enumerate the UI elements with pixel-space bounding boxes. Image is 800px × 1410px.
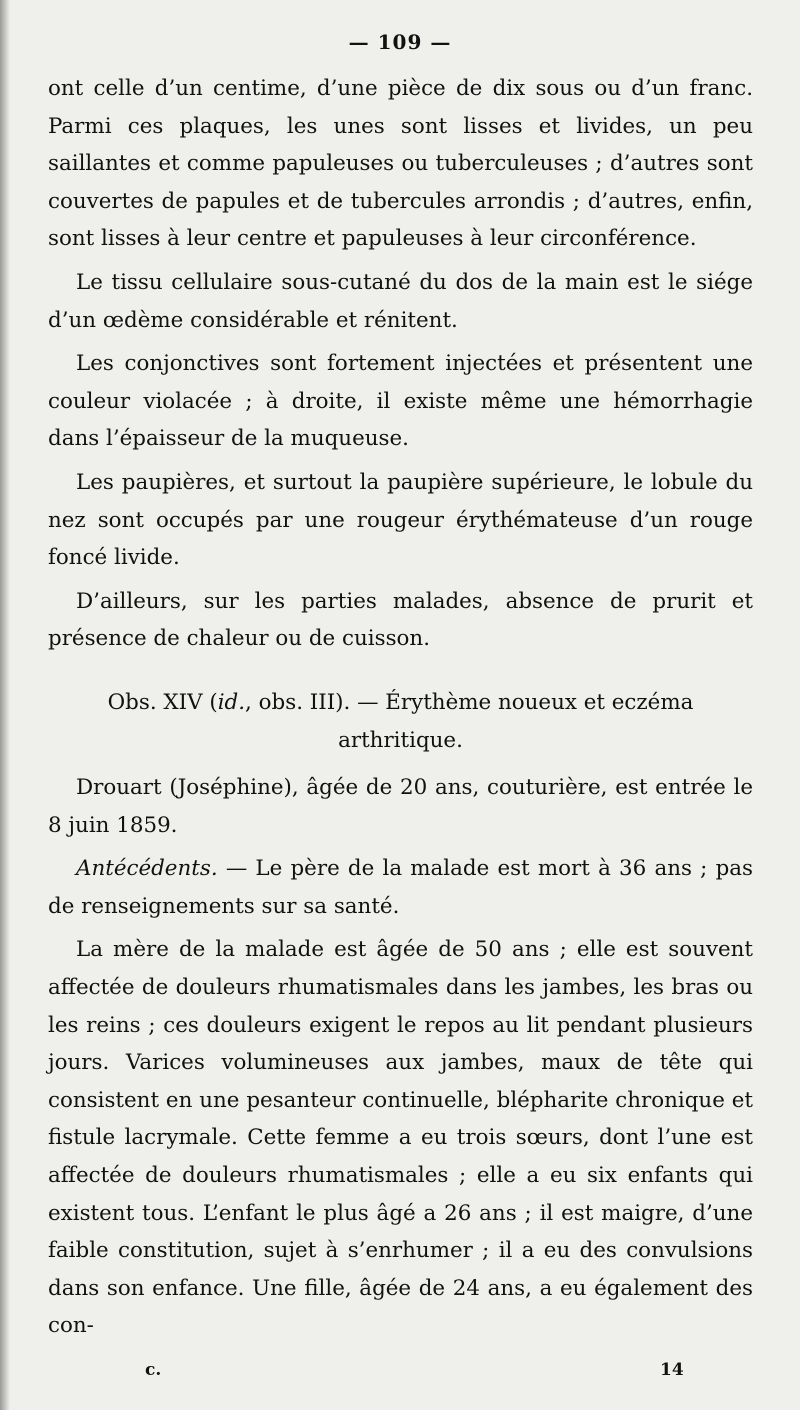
observation-prefix: Obs. XIV ( [107, 689, 218, 715]
signature-mark: c. [145, 1360, 162, 1380]
paragraph-3: Les conjonctives sont fortement injectées et présentent une couleur violacée ; à droite, il existe même une hémorrhagie dans l’épaisseur de la muqueuse. [48, 351, 753, 452]
paragraph-2: Le tissu cellulaire sous-cutané du dos de la main est le siége d’un œdème considérable et rénitent. [48, 269, 753, 333]
paragraph-5: D’ailleurs, sur les parties malades, absence de prurit et présence de chaleur ou de cuisson. [48, 588, 753, 652]
body-text [48, 70, 753, 1345]
antecedents-paragraph [48, 850, 753, 925]
mother-paragraph: La mère de la malade est âgée de 50 ans ; elle est souvent affectée de douleurs rhumatismales dans les jambes, les bras ou les reins ; ces douleurs exigent le repos au lit pendant plusieurs jours. Varices volumineuses aux jambes, maux de tête qui consistent en une pesanteur continuelle, blépharite chronique et fistule lacrymale. Cette femme a eu trois sœurs, dont l’une est affectée de douleurs rhumatismales ; elle a eu six enfants qui existent tous. L’enfant le plus âgé a 26 ans ; il est maigre, d’une faible constitution, sujet à s’enrhumer ; il a eu des convulsions dans son enfance. Une fille, âgée de 24 ans, a eu également des con- [48, 937, 753, 1339]
antecedents-text: — Le père de la malade est mort à 36 ans ; pas de renseignements sur sa santé. [48, 856, 753, 919]
observation-ref: id. [217, 689, 246, 715]
observation-heading-line2: arthritique. [338, 727, 463, 753]
page-number: — 109 — [348, 30, 452, 54]
paragraph-4: Les paupières, et surtout la paupière supérieure, le lobule du nez sont occupés par une rougeur érythémateuse d’un rouge foncé livide. [48, 469, 753, 571]
antecedents-label: Antécédents. [76, 856, 218, 882]
observation-heading: , obs. III). — Érythème noueux et eczéma [245, 689, 694, 715]
paragraph-1: ont celle d’un centime, d’une pièce de dix sous ou d’un franc. Parmi ces plaques, les unes sont lisses et livides, un peu saillantes et comme papuleuses ou tuberculeuses ; d’autres sont couvertes de papules et de tubercules arrondis ; d’autres, enfin, sont lisses à leur centre et papuleuses à leur circonférence. [48, 76, 753, 252]
observation-title [48, 684, 753, 759]
patient-paragraph: Drouart (Joséphine), âgée de 20 ans, couturière, est entrée le 8 juin 1859. [48, 775, 753, 838]
sheet-number: 14 [660, 1360, 684, 1380]
